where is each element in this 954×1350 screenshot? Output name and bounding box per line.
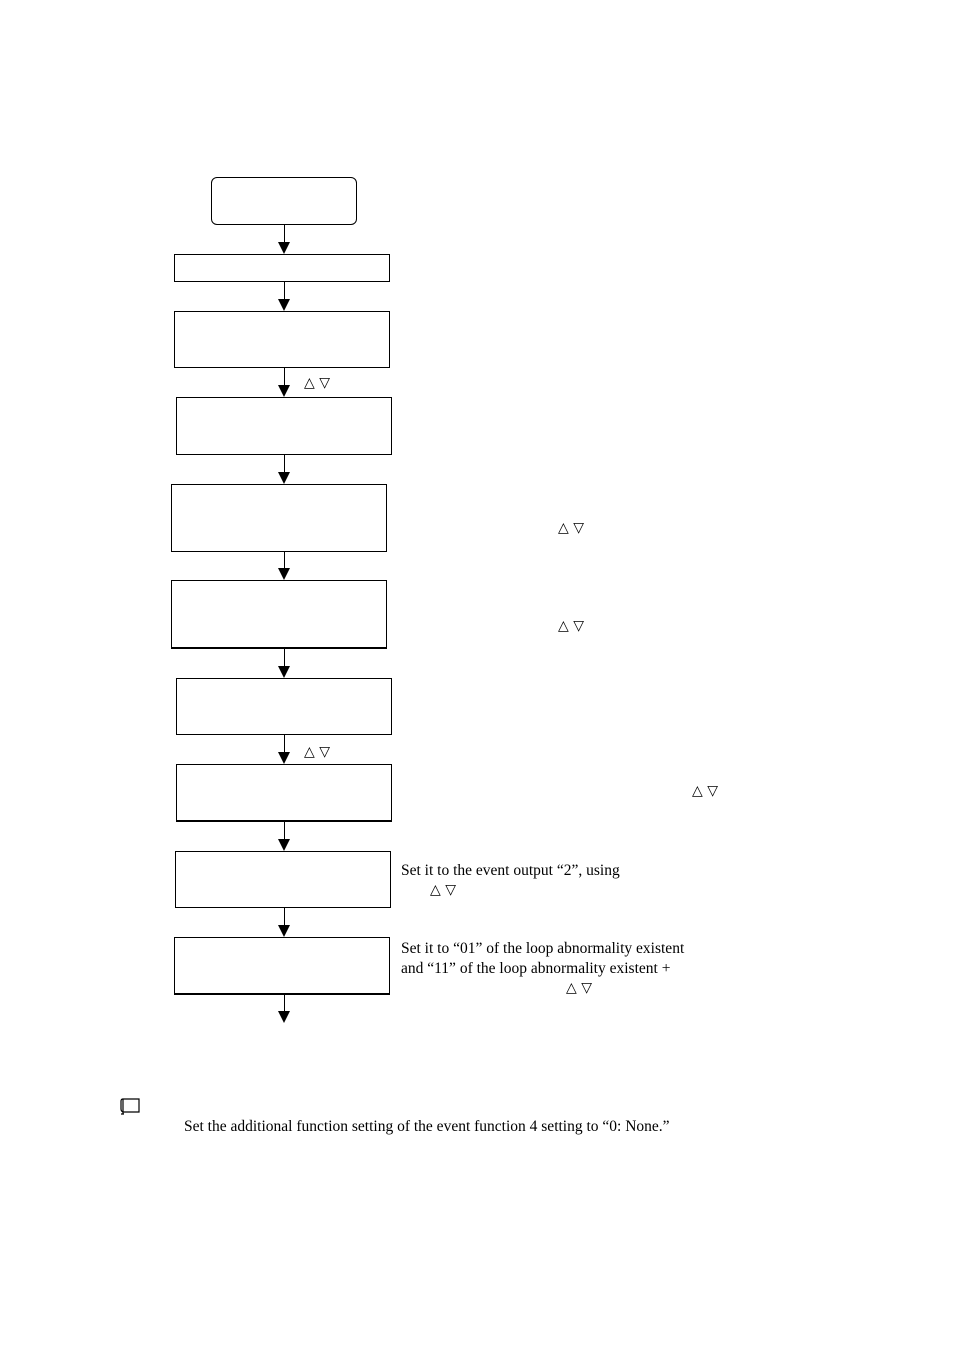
note-line: Set it to the event output “2”, using	[401, 862, 620, 879]
arrow-down-icon	[278, 1011, 290, 1023]
flow-step-6	[176, 678, 392, 735]
flow-step-2	[174, 311, 390, 368]
loop-abnormality-note	[401, 939, 684, 978]
up-down-keys-icon: △ ▽	[304, 375, 330, 391]
up-down-keys-icon: △ ▽	[304, 744, 330, 760]
connector-line	[284, 455, 285, 473]
up-down-keys-icon: △ ▽	[566, 980, 592, 996]
flow-step-1	[174, 254, 390, 282]
arrow-down-icon	[278, 242, 290, 254]
arrow-down-icon	[278, 925, 290, 937]
note-line: Set it to “01” of the loop abnormality existent	[401, 940, 685, 957]
connector-line	[284, 282, 285, 300]
flow-step-8	[175, 851, 391, 908]
up-down-keys-icon: △ ▽	[558, 618, 584, 634]
flow-step-4	[171, 484, 387, 552]
connector-line	[284, 649, 285, 667]
arrow-down-icon	[278, 839, 290, 851]
connector-line	[284, 908, 285, 926]
connector-line	[284, 552, 285, 569]
connector-line	[284, 735, 285, 753]
flow-step-9	[174, 937, 390, 995]
note-line: and “11” of the loop abnormality existent +	[401, 959, 671, 977]
connector-line	[284, 822, 285, 840]
arrow-down-icon	[278, 568, 290, 580]
start-terminal	[211, 177, 357, 225]
up-down-keys-icon: △ ▽	[558, 520, 584, 536]
connector-line	[284, 995, 285, 1012]
arrow-down-icon	[278, 299, 290, 311]
memo-icon	[119, 1097, 143, 1117]
up-down-keys-icon: △ ▽	[430, 882, 456, 898]
connector-line	[284, 225, 285, 243]
arrow-down-icon	[278, 752, 290, 764]
arrow-down-icon	[278, 472, 290, 484]
arrow-down-icon	[278, 385, 290, 397]
connector-line	[284, 368, 285, 386]
up-down-keys-icon: △ ▽	[692, 783, 718, 799]
memo-text: Set the additional function setting of the event function 4 setting to “0: None.”	[184, 1118, 670, 1135]
flow-step-3	[176, 397, 392, 455]
flow-step-5	[171, 580, 387, 649]
arrow-down-icon	[278, 666, 290, 678]
flow-step-7	[176, 764, 392, 822]
event-output-note	[401, 861, 620, 881]
